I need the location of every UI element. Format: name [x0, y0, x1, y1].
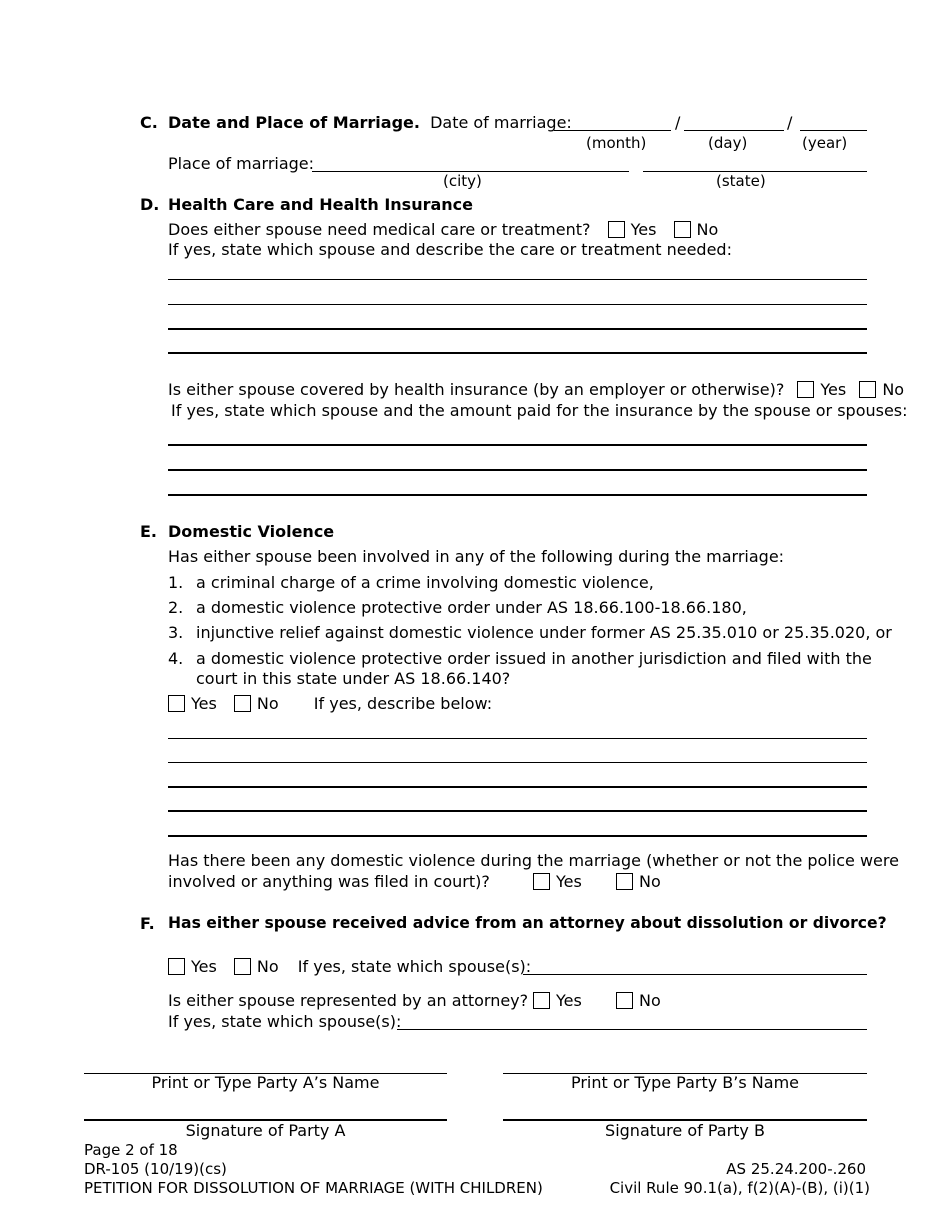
dv-item-text: a criminal charge of a crime involving domestic violence,: [196, 573, 654, 592]
medical-care-no-checkbox[interactable]: [674, 221, 691, 238]
dv-answer-line[interactable]: [168, 835, 867, 837]
party-b-signature-label: Signature of Party B: [605, 1121, 765, 1140]
dv-item-text: a domestic violence protective order issued in another jurisdiction and filed with the: [196, 649, 872, 668]
attorney-represented-no-checkbox[interactable]: [616, 992, 633, 1009]
party-a-name-label: Print or Type Party A’s Name: [151, 1073, 380, 1092]
dv-answer-line[interactable]: [168, 738, 867, 739]
form-title: PETITION FOR DISSOLUTION OF MARRIAGE (WITH CHILDREN): [84, 1179, 543, 1197]
attorney-advice-spouse-label: If yes, state which spouse(s):: [297, 957, 532, 976]
date-slash-2: /: [787, 113, 793, 132]
health-insurance-answer-line[interactable]: [168, 444, 867, 446]
medical-care-yes-checkbox[interactable]: [608, 221, 625, 238]
dv-item-text: injunctive relief against domestic violence under former AS 25.35.010 or 25.35.020, or: [196, 623, 892, 642]
section-c-letter: C.: [140, 113, 158, 132]
domestic-violence-intro: Has either spouse been involved in any of the following during the marriage:: [168, 547, 785, 566]
civil-rule-reference: Civil Rule 90.1(a), f(2)(A)-(B), (i)(1): [609, 1179, 870, 1197]
section-d-title: Health Care and Health Insurance: [168, 195, 473, 214]
attorney-represented-yes-checkbox[interactable]: [533, 992, 550, 1009]
medical-care-question: [168, 220, 718, 239]
statute-reference: AS 25.24.200-.260: [726, 1160, 866, 1178]
attorney-advice-answer: [168, 957, 531, 976]
dv-answer-line[interactable]: [168, 786, 867, 788]
dv-involvement-answer: [168, 694, 492, 713]
day-field[interactable]: [684, 130, 784, 131]
attorney-represented-no: [616, 991, 661, 1010]
page-number: Page 2 of 18: [84, 1141, 178, 1159]
year-field[interactable]: [800, 130, 867, 131]
attorney-advice-yes-checkbox[interactable]: [168, 958, 185, 975]
dv-involvement-no-label: No: [256, 694, 279, 713]
medical-care-yes-label: Yes: [630, 220, 657, 239]
section-f-title: Has either spouse received advice from an attorney about dissolution or divorce?: [168, 914, 887, 932]
dv-any-no-label: No: [639, 872, 661, 891]
party-b-name-label: Print or Type Party B’s Name: [570, 1073, 799, 1092]
dv-item-number: 3.: [168, 623, 184, 642]
month-field[interactable]: [554, 130, 671, 131]
health-insurance-yes-checkbox[interactable]: [797, 381, 814, 398]
dv-any-no-checkbox[interactable]: [616, 873, 633, 890]
attorney-represented-no-label: No: [639, 991, 661, 1010]
section-e-letter: E.: [140, 522, 158, 541]
dv-answer-line[interactable]: [168, 762, 867, 763]
attorney-represented-spouse-field[interactable]: [397, 1029, 867, 1030]
dv-any-yes: [533, 872, 582, 891]
health-insurance-followup: If yes, state which spouse and the amount paid for the insurance by the spouse or spouses:: [171, 401, 908, 420]
section-c-heading: [168, 113, 572, 132]
year-caption: (year): [802, 134, 848, 152]
attorney-represented-yes-label: Yes: [556, 991, 582, 1010]
dv-any-question-continued: involved or anything was filed in court)?: [168, 872, 490, 891]
dv-describe-label: If yes, describe below:: [313, 694, 493, 713]
attorney-advice-spouse-field[interactable]: [523, 974, 867, 975]
dv-answer-line[interactable]: [168, 810, 867, 812]
dv-item-number: 4.: [168, 649, 184, 668]
dv-item-text: a domestic violence protective order under AS 18.66.100-18.66.180,: [196, 598, 747, 617]
dv-any-yes-label: Yes: [556, 872, 582, 891]
dv-any-yes-checkbox[interactable]: [533, 873, 550, 890]
dv-involvement-no-checkbox[interactable]: [234, 695, 251, 712]
attorney-represented-spouse-label: If yes, state which spouse(s):: [168, 1012, 402, 1031]
dv-any-no: [616, 872, 661, 891]
section-d-letter: D.: [140, 195, 160, 214]
attorney-advice-no-checkbox[interactable]: [234, 958, 251, 975]
medical-care-answer-line[interactable]: [168, 352, 867, 354]
attorney-represented-yes: [533, 991, 582, 1010]
dv-involvement-yes-label: Yes: [191, 694, 217, 713]
dv-item-number: 1.: [168, 573, 184, 592]
month-caption: (month): [586, 134, 647, 152]
section-f-letter: F.: [140, 914, 155, 933]
city-caption: (city): [443, 172, 482, 190]
section-e-title: Domestic Violence: [168, 522, 335, 541]
date-of-marriage-label: Date of marriage:: [430, 113, 572, 132]
party-a-signature-label: Signature of Party A: [185, 1121, 346, 1140]
health-insurance-no-label: No: [882, 380, 905, 399]
attorney-represented-question: Is either spouse represented by an attorney?: [168, 991, 529, 1010]
section-c-title: Date and Place of Marriage.: [168, 113, 420, 132]
dv-any-question: Has there been any domestic violence during the marriage (whether or not the police were: [168, 851, 899, 870]
dv-item-text-continued: court in this state under AS 18.66.140?: [196, 669, 511, 688]
dv-item-number: 2.: [168, 598, 184, 617]
health-insurance-question-text: Is either spouse covered by health insurance (by an employer or otherwise)?: [168, 380, 785, 399]
medical-care-answer-line[interactable]: [168, 328, 867, 330]
medical-care-answer-line[interactable]: [168, 279, 867, 280]
dv-involvement-yes-checkbox[interactable]: [168, 695, 185, 712]
attorney-advice-no-label: No: [256, 957, 279, 976]
date-slash-1: /: [675, 113, 681, 132]
medical-care-followup: If yes, state which spouse and describe the care or treatment needed:: [168, 240, 732, 259]
health-insurance-yes-label: Yes: [820, 380, 847, 399]
medical-care-no-label: No: [696, 220, 719, 239]
health-insurance-answer-line[interactable]: [168, 494, 867, 496]
day-caption: (day): [708, 134, 748, 152]
health-insurance-question: [168, 380, 904, 399]
place-of-marriage-label: Place of marriage:: [168, 154, 315, 173]
medical-care-question-text: Does either spouse need medical care or treatment?: [168, 220, 591, 239]
form-code: DR-105 (10/19)(cs): [84, 1160, 227, 1178]
state-caption: (state): [716, 172, 766, 190]
medical-care-answer-line[interactable]: [168, 304, 867, 305]
health-insurance-answer-line[interactable]: [168, 469, 867, 471]
attorney-advice-yes-label: Yes: [191, 957, 217, 976]
health-insurance-no-checkbox[interactable]: [859, 381, 876, 398]
